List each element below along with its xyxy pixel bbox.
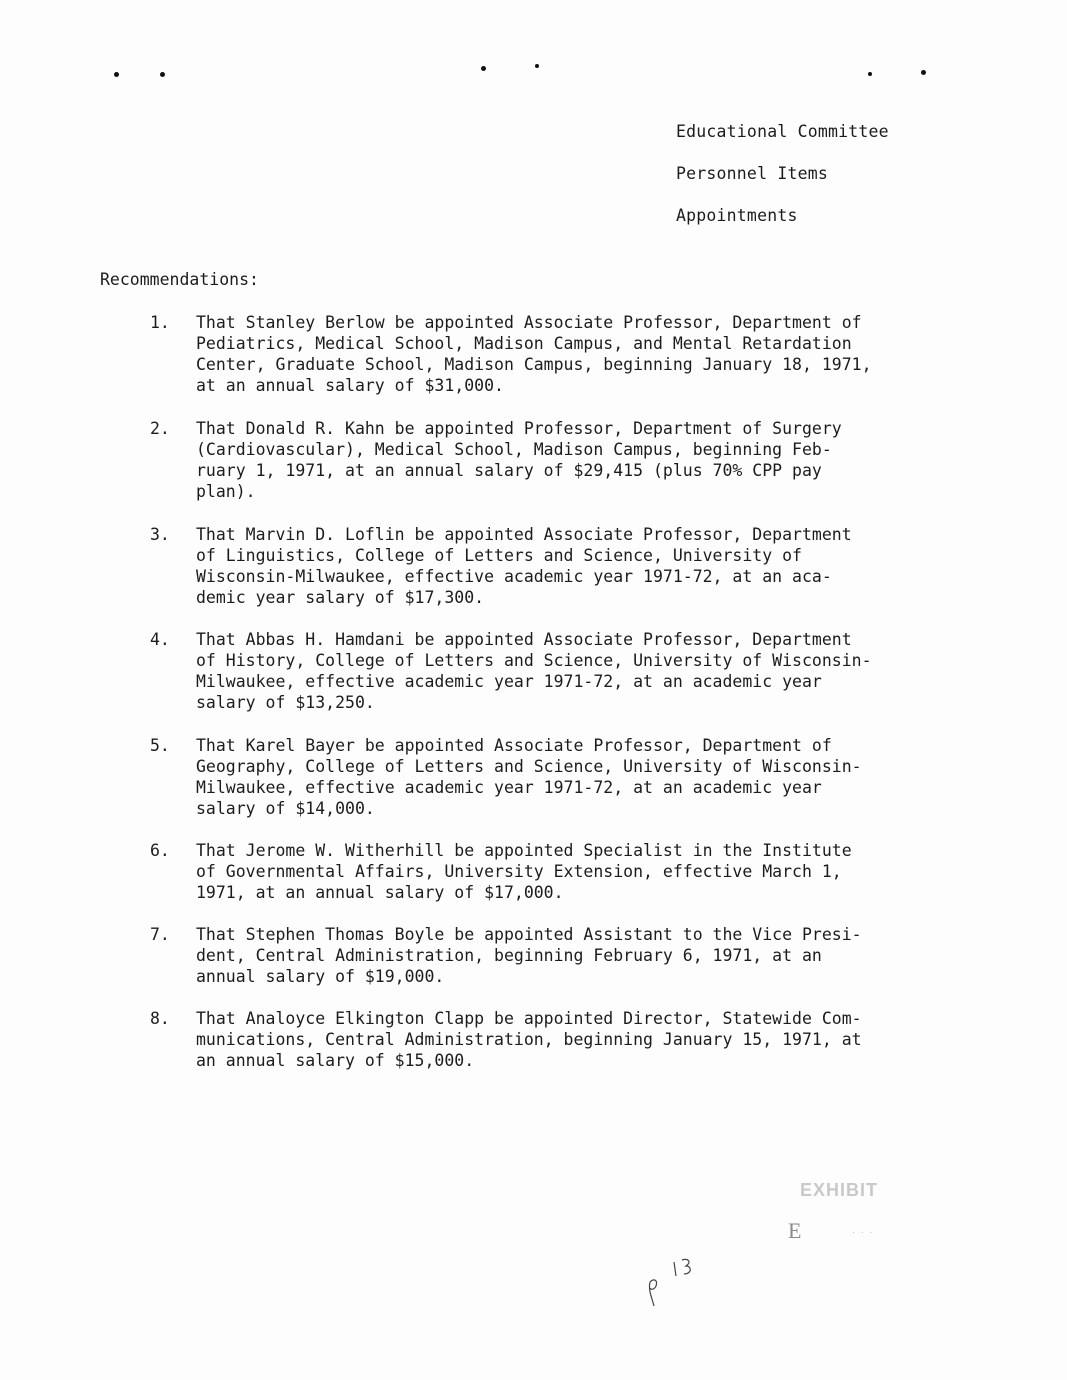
recommendations-heading: Recommendations: [100, 270, 259, 289]
scan-speck [868, 72, 872, 76]
item-line: Geography, College of Letters and Science, University of Wisconsin- [196, 757, 862, 776]
item-line: Center, Graduate School, Madison Campus, beginning January 18, 1971, [196, 355, 872, 374]
item-line: That Stanley Berlow be appointed Associate Professor, Department of [196, 313, 862, 332]
item-line: Milwaukee, effective academic year 1971-72, at an academic year [196, 778, 822, 797]
item-text [196, 924, 916, 987]
item-text [196, 312, 916, 396]
item-number: 5. [150, 736, 170, 755]
item-line: Pediatrics, Medical School, Madison Campus, and Mental Retardation [196, 334, 852, 353]
header-subsection: Appointments [676, 206, 798, 225]
item-line: of Governmental Affairs, University Extension, effective March 1, [196, 862, 842, 881]
item-number: 1. [150, 313, 170, 332]
item-line: of History, College of Letters and Science, University of Wisconsin- [196, 651, 872, 670]
header-section: Personnel Items [676, 164, 829, 183]
item-text [196, 629, 916, 713]
item-line: 1971, at an annual salary of $17,000. [196, 883, 564, 902]
exhibit-letter: E [788, 1218, 802, 1243]
item-text [196, 840, 916, 903]
item-line: salary of $14,000. [196, 799, 375, 818]
item-line: That Donald R. Kahn be appointed Professor, Department of Surgery [196, 419, 842, 438]
item-number: 3. [150, 525, 170, 544]
scan-speck [921, 70, 926, 75]
item-line: That Marvin D. Loflin be appointed Associate Professor, Department [196, 525, 852, 544]
scan-speck [481, 66, 486, 71]
item-line: That Jerome W. Witherhill be appointed Specialist in the Institute [196, 841, 852, 860]
item-line: an annual salary of $15,000. [196, 1051, 475, 1070]
scan-speck [160, 72, 165, 77]
stamp-faint-mark: · · · [852, 1228, 875, 1237]
item-line: That Abbas H. Hamdani be appointed Associate Professor, Department [196, 630, 852, 649]
item-line: of Linguistics, College of Letters and Science, University of [196, 546, 802, 565]
item-line: annual salary of $19,000. [196, 967, 445, 986]
item-number: 2. [150, 419, 170, 438]
exhibit-stamp: EXHIBIT [800, 1180, 879, 1200]
item-line: That Analoyce Elkington Clapp be appointed Director, Statewide Com- [196, 1009, 862, 1028]
item-line: munications, Central Administration, beginning January 15, 1971, at [196, 1030, 862, 1049]
item-text [196, 735, 916, 819]
item-line: at an annual salary of $31,000. [196, 376, 504, 395]
item-line: dent, Central Administration, beginning February 6, 1971, at an [196, 946, 822, 965]
item-text [196, 524, 916, 608]
item-line: That Stephen Thomas Boyle be appointed Assistant to the Vice Presi- [196, 925, 862, 944]
item-text [196, 1008, 916, 1071]
item-line: demic year salary of $17,300. [196, 588, 485, 607]
item-text [196, 418, 916, 502]
handwritten-page-mark [640, 1250, 710, 1310]
scan-speck [535, 64, 539, 68]
item-number: 8. [150, 1009, 170, 1028]
header-committee: Educational Committee [676, 122, 889, 141]
scan-speck [114, 72, 119, 77]
item-line: salary of $13,250. [196, 693, 375, 712]
item-line: Wisconsin-Milwaukee, effective academic year 1971-72, at an aca- [196, 567, 832, 586]
item-line: That Karel Bayer be appointed Associate Professor, Department of [196, 736, 832, 755]
item-line: plan). [196, 482, 256, 501]
item-line: Milwaukee, effective academic year 1971-72, at an academic year [196, 672, 822, 691]
item-line: ruary 1, 1971, at an annual salary of $29,415 (plus 70% CPP pay [196, 461, 822, 480]
item-number: 4. [150, 630, 170, 649]
item-line: (Cardiovascular), Medical School, Madison Campus, beginning Feb- [196, 440, 832, 459]
item-number: 7. [150, 925, 170, 944]
item-number: 6. [150, 841, 170, 860]
